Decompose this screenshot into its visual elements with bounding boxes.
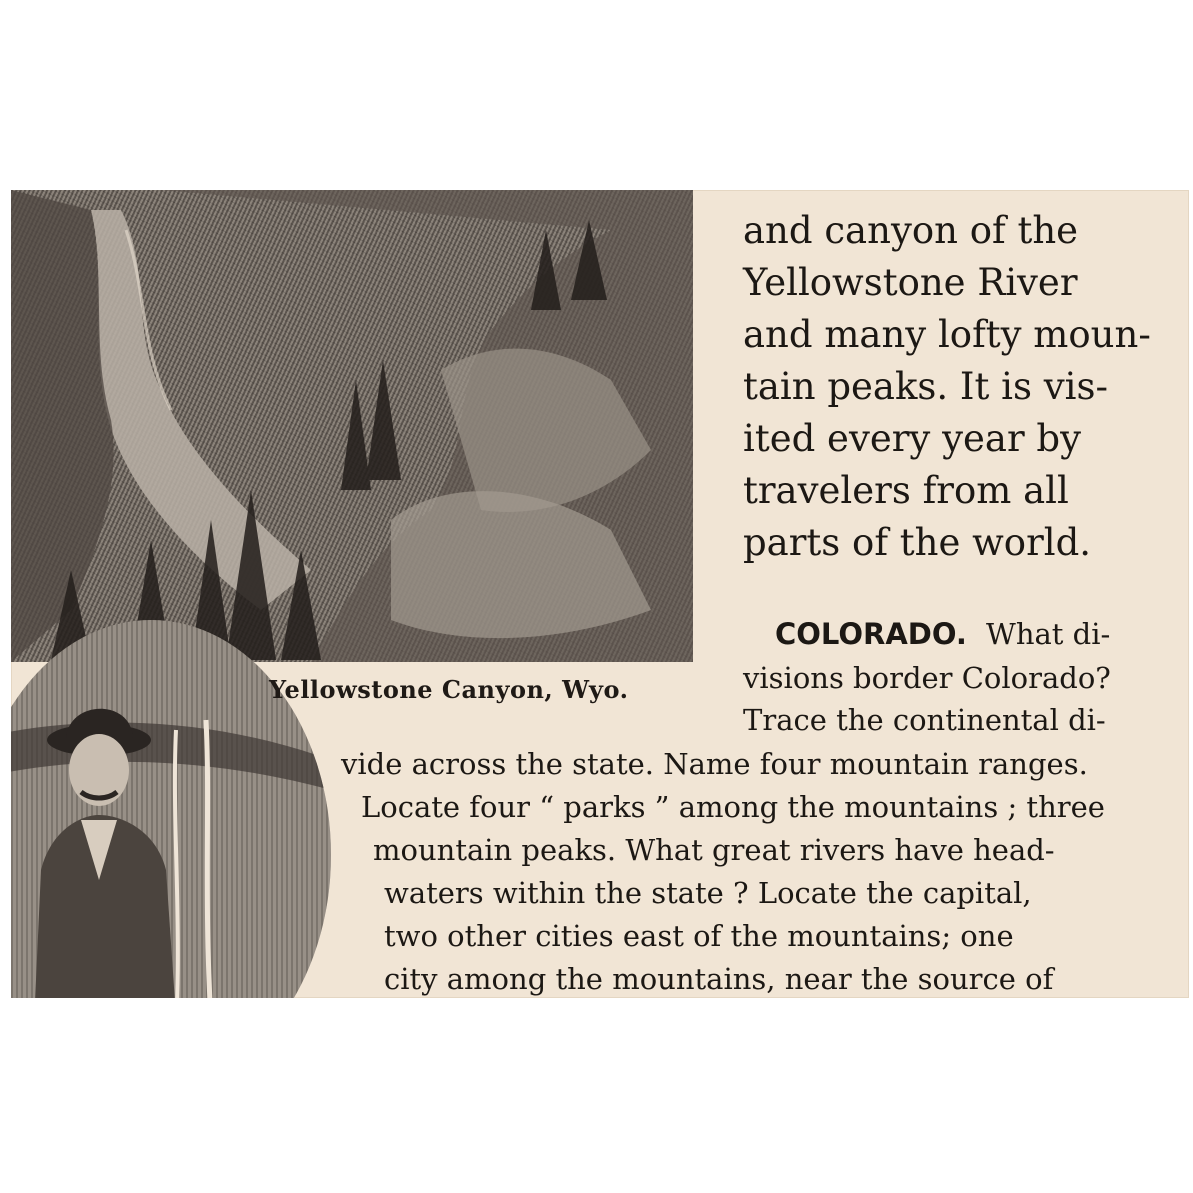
section-line-4: vide across the state. Name four mountain ranges.: [341, 747, 1088, 781]
section-line-1: What di-: [986, 617, 1111, 651]
column-line-2: Yellowstone River: [743, 261, 1078, 304]
section-line-5: Locate four “ parks ” among the mountains ; three: [361, 790, 1105, 824]
section-line-6: mountain peaks. What great rivers have head-: [373, 833, 1055, 867]
section-heading: COLORADO.: [775, 617, 967, 651]
image-caption: Yellowstone Canyon, Wyo.: [269, 675, 629, 704]
section-line-9: city among the mountains, near the source of: [384, 962, 1054, 996]
column-line-5: ited every year by: [743, 417, 1081, 460]
column-line-4: tain peaks. It is vis-: [743, 365, 1108, 408]
column-line-7: parts of the world.: [743, 521, 1092, 564]
colorado-paragraph-first-line: [775, 617, 1111, 651]
column-line-6: travelers from all: [743, 469, 1069, 512]
book-page-clipping: [11, 190, 1189, 998]
column-line-3: and many lofty moun-: [743, 313, 1151, 356]
section-line-8: two other cities east of the mountains; one: [384, 919, 1014, 953]
yellowstone-canyon-engraving: [11, 190, 693, 662]
section-line-2: visions border Colorado?: [743, 661, 1111, 695]
section-line-7: waters within the state ? Locate the capital,: [384, 876, 1032, 910]
section-line-3: Trace the continental di-: [743, 703, 1106, 737]
column-line-1: and canyon of the: [743, 209, 1079, 252]
